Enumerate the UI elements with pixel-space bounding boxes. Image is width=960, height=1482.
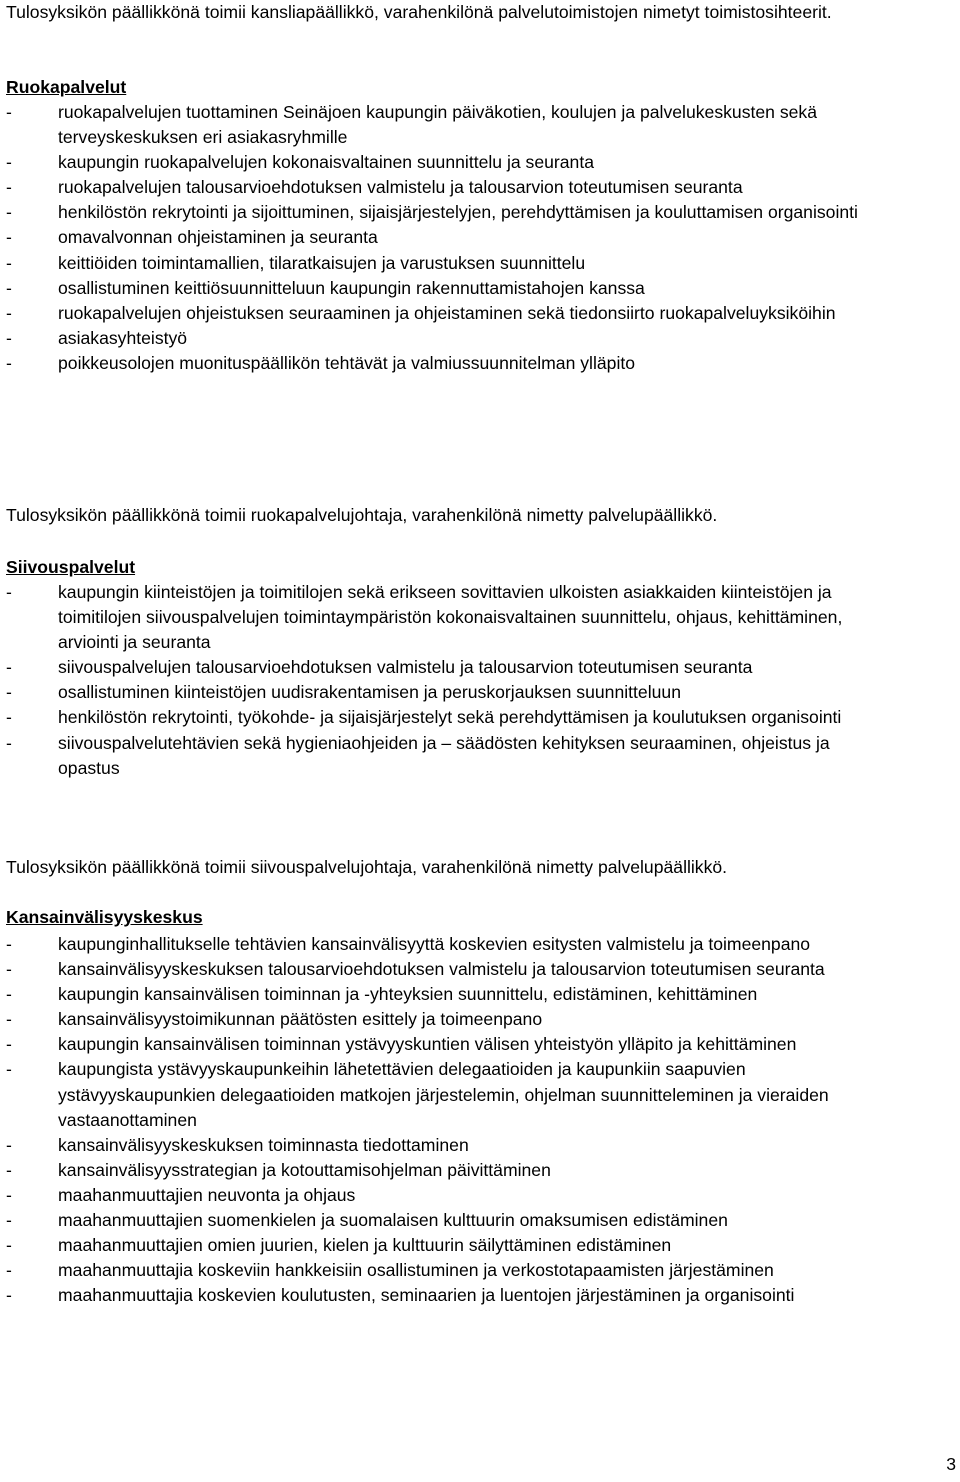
section-footer-siivouspalvelut: Tulosyksikön päällikkönä toimii siivouspalvelujohtaja, varahenkilönä nimetty palvelupäällikkö. [6,857,728,877]
list-item [6,580,896,655]
list-item-text: osallistuminen kiinteistöjen uudisrakentamisen ja peruskorjauksen suunnitteluun [58,682,681,703]
list-item [6,150,951,175]
list-ruokapalvelut [6,100,951,376]
list-item [6,200,951,225]
list-item-text: kaupunginhallitukselle tehtävien kansainvälisyyttä koskevien esitysten valmistelu ja toimeenpano [58,934,811,954]
bullet-dash: - [6,327,12,348]
bullet-dash: - [6,1034,12,1055]
list-item-text: ruokapalvelujen ohjeistuksen seuraaminen ja ohjeistaminen sekä tiedonsiirto ruokapalveluyksiköihin [58,302,836,323]
section-heading-ruokapalvelut: Ruokapalvelut [6,77,127,97]
list-item [6,731,896,781]
bullet-dash: - [6,152,12,173]
list-item-text: maahanmuuttajien omien juurien, kielen ja kulttuurin säilyttäminen edistäminen [58,1235,672,1256]
list-item [6,680,896,705]
section-footer-ruokapalvelut: Tulosyksikön päällikkönä toimii ruokapalvelujohtaja, varahenkilönä nimetty palvelupäällikkö. [6,505,718,525]
page-number: 3 [946,1454,956,1474]
bullet-dash: - [6,1159,12,1180]
bullet-dash: - [6,1210,12,1231]
list-item [6,276,951,301]
list-item-text: kaupungista ystävyyskaupunkeihin lähetettävien delegaatioiden ja kaupunkiin saapuvien ystävyyskaupunkien delegaatioiden matkojen järjestelemin, ohjelman suunnitteleminen ja vieraiden vastaanottaminen [58,1059,829,1130]
list-kansainvalisyyskeskus [6,932,891,1308]
bullet-dash: - [6,1134,12,1155]
bullet-dash: - [6,582,12,602]
list-item-text: poikkeusolojen muonituspäällikön tehtävät ja valmiussuunnitelman ylläpito [58,352,636,373]
bullet-dash: - [6,934,12,954]
list-item [6,1007,891,1032]
list-item [6,301,951,326]
list-item [6,982,891,1007]
list-item-text: siivouspalvelutehtävien sekä hygieniaohjeiden ja – säädösten kehityksen seuraaminen, ohjeistus ja opastus [58,732,830,778]
bullet-dash: - [6,1184,12,1205]
list-item [6,251,951,276]
list-item-text: kaupungin kansainvälisen toiminnan ja -yhteyksien suunnittelu, edistäminen, kehittäminen [58,984,758,1005]
bullet-dash: - [6,1009,12,1030]
list-item-text: ruokapalvelujen tuottaminen Seinäjoen kaupungin päiväkotien, koulujen ja palvelukeskusten sekä terveyskeskuksen eri asiakasryhmille [58,102,818,148]
bullet-dash: - [6,657,12,678]
list-item [6,1283,891,1308]
list-item [6,957,891,982]
list-item [6,225,951,250]
bullet-dash: - [6,1059,12,1080]
list-item [6,1158,891,1183]
list-siivouspalvelut [6,580,896,781]
bullet-dash: - [6,352,12,373]
bullet-dash: - [6,682,12,703]
bullet-dash: - [6,984,12,1005]
bullet-dash: - [6,202,12,223]
bullet-dash: - [6,1285,12,1306]
list-item [6,1057,891,1132]
bullet-dash: - [6,227,12,248]
list-item [6,1183,891,1208]
list-item [6,932,891,957]
list-item-text: osallistuminen keittiösuunnitteluun kaupungin rakennuttamistahojen kanssa [58,277,645,298]
bullet-dash: - [6,1260,12,1281]
bullet-dash: - [6,277,12,298]
list-item [6,1233,891,1258]
list-item-text: kansainvälisyysstrategian ja kotouttamisohjelman päivittäminen [58,1159,551,1180]
bullet-dash: - [6,1235,12,1256]
list-item-text: kaupungin ruokapalvelujen kokonaisvaltainen suunnittelu ja seuranta [58,152,595,173]
bullet-dash: - [6,302,12,323]
list-item [6,175,951,200]
bullet-dash: - [6,707,12,728]
list-item-text: henkilöstön rekrytointi, työkohde- ja sijaisjärjestelyt sekä perehdyttämisen ja koulutuksen organisointi [58,707,842,728]
list-item [6,351,951,376]
list-item-text: maahanmuuttajien suomenkielen ja suomalaisen kulttuurin omaksumisen edistäminen [58,1210,728,1231]
bullet-dash: - [6,959,12,980]
list-item-text: omavalvonnan ohjeistaminen ja seuranta [58,227,378,248]
list-item-text: maahanmuuttajien neuvonta ja ohjaus [58,1184,356,1205]
list-item [6,1133,891,1158]
intro-paragraph: Tulosyksikön päällikkönä toimii kansliapäällikkö, varahenkilönä palvelutoimistojen nimetyt toimistosihteerit. [6,2,832,22]
list-item-text: kaupungin kiinteistöjen ja toimitilojen sekä erikseen sovittavien ulkoisten asiakkaiden kiinteistöjen ja toimitilojen siivouspalvelujen toimintaympäristön kokonaisvaltainen suunnittelu, ohjaus, kehittäminen, arviointi ja seuranta [58,582,843,653]
list-item-text: ruokapalvelujen talousarvioehdotuksen valmistelu ja talousarvion toteutumisen seuranta [58,177,743,198]
list-item-text: kansainvälisyyskeskuksen talousarvioehdotuksen valmistelu ja talousarvion toteutumisen seuranta [58,959,825,980]
list-item [6,100,951,150]
list-item-text: siivouspalvelujen talousarvioehdotuksen valmistelu ja talousarvion toteutumisen seuranta [58,657,753,678]
list-item [6,326,951,351]
section-heading-kansainvalisyyskeskus: Kansainvälisyyskeskus [6,907,203,927]
bullet-dash: - [6,177,12,198]
list-item-text: kansainvälisyystoimikunnan päätösten esittely ja toimeenpano [58,1009,543,1030]
list-item-text: keittiöiden toimintamallien, tilaratkaisujen ja varustuksen suunnittelu [58,252,586,273]
list-item [6,1032,891,1057]
list-item-text: kaupungin kansainvälisen toiminnan ystävyyskuntien välisen yhteistyön ylläpito ja kehittäminen [58,1034,797,1055]
list-item-text: maahanmuuttajia koskeviin hankkeisiin osallistuminen ja verkostotapaamisten järjestäminen [58,1260,774,1281]
bullet-dash: - [6,252,12,273]
section-heading-siivouspalvelut: Siivouspalvelut [6,557,136,577]
list-item-text: henkilöstön rekrytointi ja sijoittuminen, sijaisjärjestelyjen, perehdyttämisen ja kouluttamisen organisointi [58,202,858,223]
list-item-text: maahanmuuttajia koskevien koulutusten, seminaarien ja luentojen järjestäminen ja organisointi [58,1285,795,1306]
list-item-text: asiakasyhteistyö [58,327,188,348]
list-item [6,705,896,730]
list-item-text: kansainvälisyyskeskuksen toiminnasta tiedottaminen [58,1134,469,1155]
list-item [6,655,896,680]
bullet-dash: - [6,732,12,753]
list-item [6,1208,891,1233]
bullet-dash: - [6,102,12,122]
list-item [6,1258,891,1283]
